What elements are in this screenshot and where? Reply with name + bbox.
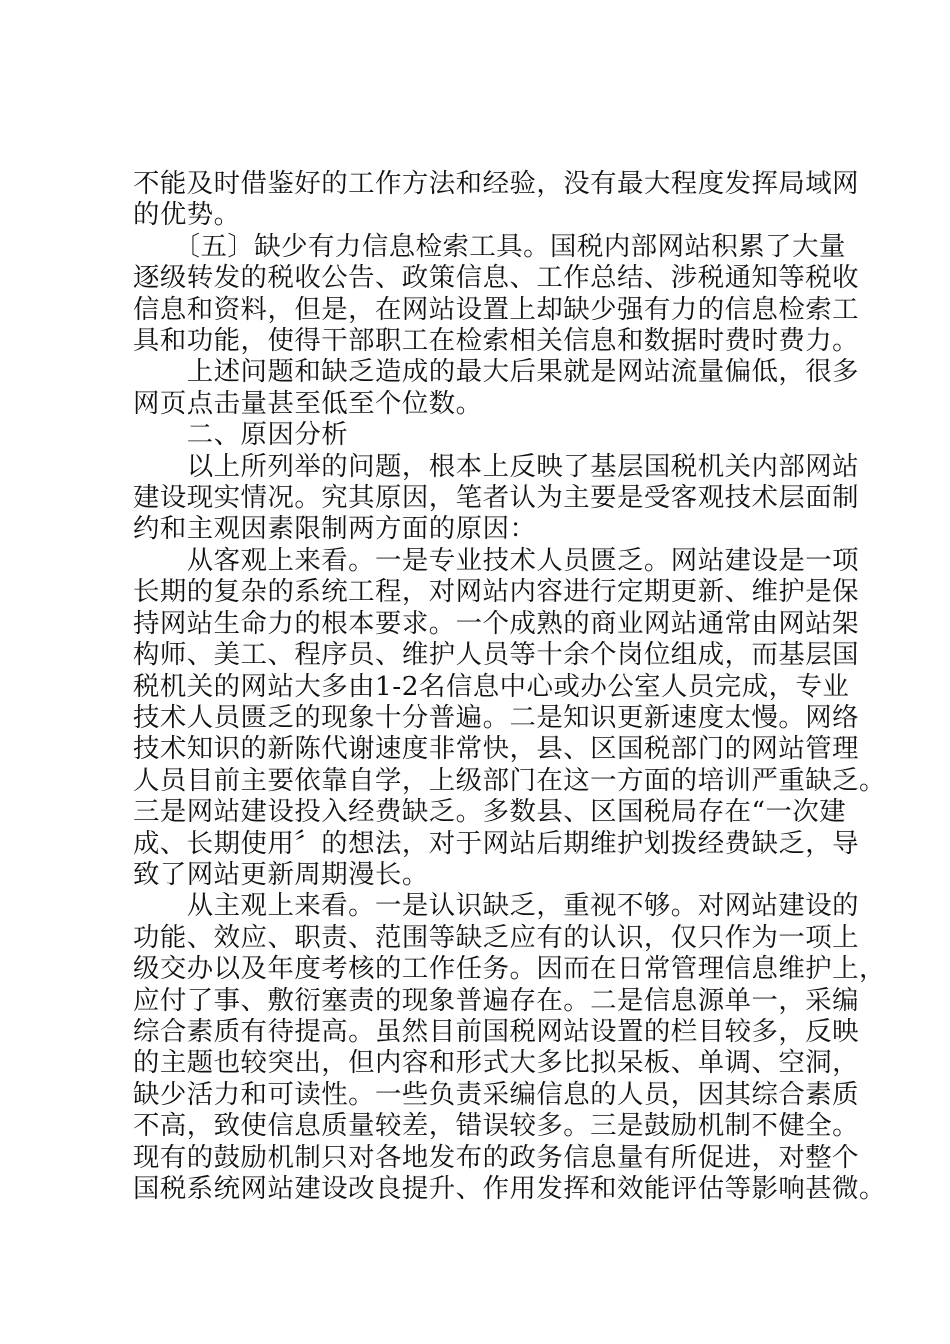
text-line: 三是网站建设投入经费缺乏。多数县、区国税局存在“一次建 (133, 796, 847, 828)
text-line: 致了网站更新周期漫长。 (133, 858, 429, 890)
text-line: 逐级转发的税收公告、政策信息、工作总结、涉税通知等税收 (133, 262, 860, 294)
text-line: 从客观上来看。一是专业技术人员匮乏。网站建设是一项 (133, 544, 860, 576)
text-line: 现有的鼓励机制只对各地发布的政务信息量有所促进，对整个 (133, 1141, 860, 1173)
text-line: 应付了事、敷衍塞责的现象普遍存在。二是信息源单一，采编 (133, 984, 860, 1016)
text-line: 不高，致使信息质量较差，错误较多。三是鼓励机制不健全。 (133, 1110, 860, 1142)
text-line: 税机关的网站大多由1-2名信息中心或办公室人员完成，专业 (133, 670, 850, 702)
text-line: 技术人员匮乏的现象十分普遍。二是知识更新速度太慢。网络 (133, 701, 860, 733)
text-line: 缺少活力和可读性。一些负责采编信息的人员，因其综合素质 (133, 1078, 860, 1110)
text-line: 〔五〕缺少有力信息检索工具。国税内部网站积累了大量 (133, 230, 846, 262)
text-line: 从主观上来看。一是认识缺乏，重视不够。对网站建设的 (133, 890, 860, 922)
text-line: 构师、美工、程序员、维护人员等十余个岗位组成，而基层国 (133, 639, 860, 671)
text-line: 技术知识的新陈代谢速度非常快，县、区国税部门的网站管理 (133, 733, 860, 765)
text-line: 级交办以及年度考核的工作任务。因而在日常管理信息维护上， (133, 953, 886, 985)
text-line: 功能、效应、职责、范围等缺乏应有的认识，仅只作为一项上 (133, 921, 860, 953)
text-line: 人员目前主要依靠自学，上级部门在这一方面的培训严重缺乏。 (133, 764, 886, 796)
text-line: 具和功能，使得干部职工在检索相关信息和数据时费时费力。 (133, 325, 860, 357)
text-line: 长期的复杂的系统工程，对网站内容进行定期更新、维护是保 (133, 576, 860, 608)
text-line: 约和主观因素限制两方面的原因： (133, 513, 537, 545)
text-line: 国税系统网站建设改良提升、作用发挥和效能评估等影响甚微。 (133, 1173, 886, 1204)
text-line: 以上所列举的问题，根本上反映了基层国税机关内部网站 (133, 450, 860, 482)
text-line: 的优势。 (133, 199, 241, 231)
text-line: 持网站生命力的根本要求。一个成熟的商业网站通常由网站架 (133, 607, 860, 639)
document-page (133, 168, 886, 1204)
text-line: 不能及时借鉴好的工作方法和经验，没有最大程度发挥局域网 (133, 168, 860, 199)
text-line: 成、长期使用〞的想法，对于网站后期维护划拨经费缺乏，导 (133, 827, 860, 859)
text-line: 网页点击量甚至低至个位数。 (133, 387, 483, 419)
text-line: 建设现实情况。究其原因，笔者认为主要是受客观技术层面制 (133, 482, 860, 514)
section-heading: 二、原因分析 (133, 419, 349, 451)
text-line: 的主题也较突出，但内容和形式大多比拟呆板、单调、空洞， (133, 1047, 860, 1079)
text-line: 信息和资料，但是，在网站设置上却缺少强有力的信息检索工 (133, 293, 860, 325)
text-line: 综合素质有待提高。虽然目前国税网站设置的栏目较多，反映 (133, 1015, 860, 1047)
text-line: 上述问题和缺乏造成的最大后果就是网站流量偏低，很多 (133, 356, 860, 388)
